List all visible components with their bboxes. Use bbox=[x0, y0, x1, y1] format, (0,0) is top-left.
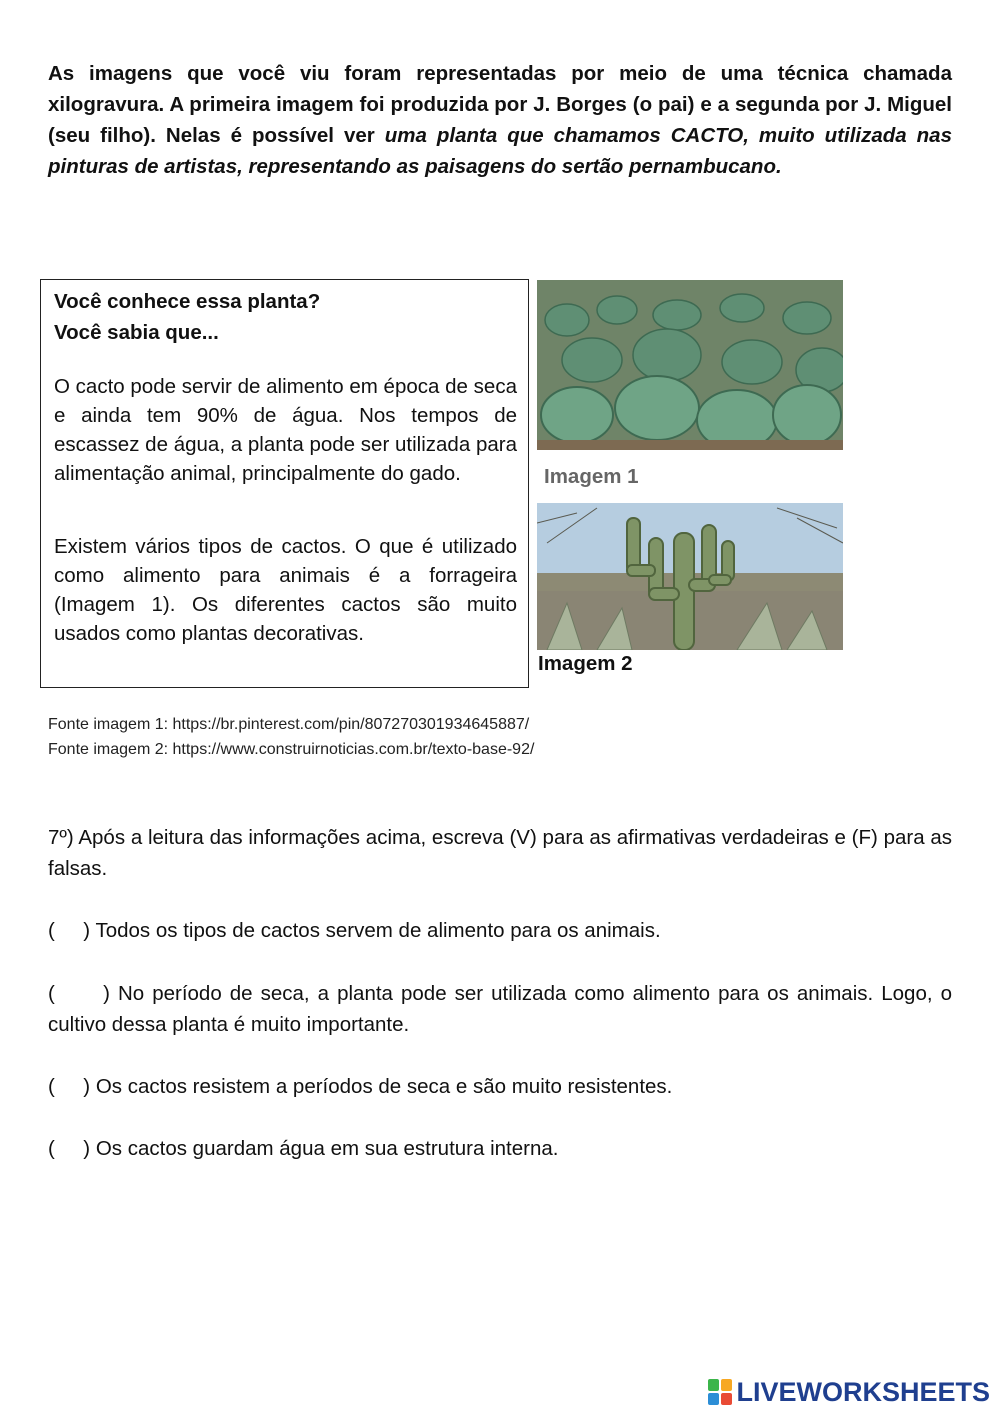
statement-3 bbox=[48, 1071, 952, 1102]
logo-tile-2 bbox=[721, 1379, 732, 1391]
statement-4-text: Os cactos guardam água em sua estrutura interna. bbox=[90, 1137, 559, 1160]
answer-blank-2[interactable]: ( ) bbox=[48, 982, 110, 1005]
logo-tile-4 bbox=[721, 1393, 732, 1405]
statement-1-text: Todos os tipos de cactos servem de alimento para os animais. bbox=[90, 919, 661, 942]
info-heading bbox=[54, 286, 320, 348]
mandacaru-cactus-photo bbox=[537, 503, 843, 650]
info-heading-line1: Você conhece essa planta? bbox=[54, 290, 321, 313]
answer-blank-1[interactable]: ( ) bbox=[48, 919, 91, 942]
statement-2-text: No período de seca, a planta pode ser utilizada como alimento para os animais. Logo, o cultivo dessa planta é muito importante. bbox=[48, 982, 952, 1036]
source-line-2: Fonte imagem 2: https://www.construirnoticias.com.br/texto-base-92/ bbox=[48, 741, 535, 758]
prickly-pear-illustration bbox=[537, 280, 843, 450]
image-2-caption: Imagem 2 bbox=[538, 652, 633, 675]
intro-paragraph bbox=[48, 58, 952, 182]
statement-3-text: Os cactos resistem a períodos de seca e são muito resistentes. bbox=[90, 1075, 673, 1098]
prickly-pear-cactus-photo bbox=[537, 280, 843, 450]
statement-1 bbox=[48, 915, 952, 946]
image-1-caption: Imagem 1 bbox=[544, 465, 639, 488]
info-paragraph-2: Existem vários tipos de cactos. O que é utilizado como alimento para animais é a forrageira (Imagem 1). Os diferentes cactos são muito usados como plantas decorativas. bbox=[54, 535, 517, 645]
brand-text: LIVEWORKSHEETS bbox=[736, 1376, 990, 1407]
mandacaru-illustration bbox=[537, 503, 843, 650]
statement-4 bbox=[48, 1133, 952, 1164]
info-heading-line2: Você sabia que... bbox=[54, 321, 219, 344]
info-box bbox=[40, 279, 529, 688]
logo-tile-3 bbox=[708, 1393, 719, 1405]
intro-italic-text: uma planta que chamamos CACTO, muito utilizada nas pinturas de artistas, representando as paisagens do sertão pernambucano. bbox=[48, 124, 952, 178]
info-paragraph-1: O cacto pode servir de alimento em época de seca e ainda tem 90% de água. Nos tempos de escassez de água, a planta pode ser utilizada para alimentação animal, principalmente do gado. bbox=[54, 375, 517, 485]
answer-blank-3[interactable]: ( ) bbox=[48, 1075, 91, 1098]
answer-blank-4[interactable]: ( ) bbox=[48, 1137, 91, 1160]
logo-tile-1 bbox=[708, 1379, 719, 1391]
image-sources bbox=[48, 712, 534, 762]
statement-2 bbox=[48, 978, 952, 1040]
intro-bold-text: As imagens que você viu foram representadas por meio de uma técnica chamada xilogravura. A primeira imagem foi produzida por J. Borges (o pai) e a segunda por J. Miguel (seu filho). Nelas é possível ver bbox=[48, 62, 952, 147]
liveworksheets-brand[interactable] bbox=[708, 1376, 990, 1408]
source-line-1: Fonte imagem 1: https://br.pinterest.com/pin/807270301934645887/ bbox=[48, 716, 530, 733]
liveworksheets-logo-icon bbox=[708, 1379, 732, 1405]
question-prompt: 7º) Após a leitura das informações acima, escreva (V) para as afirmativas verdadeiras e (F) para as falsas. bbox=[48, 826, 952, 880]
